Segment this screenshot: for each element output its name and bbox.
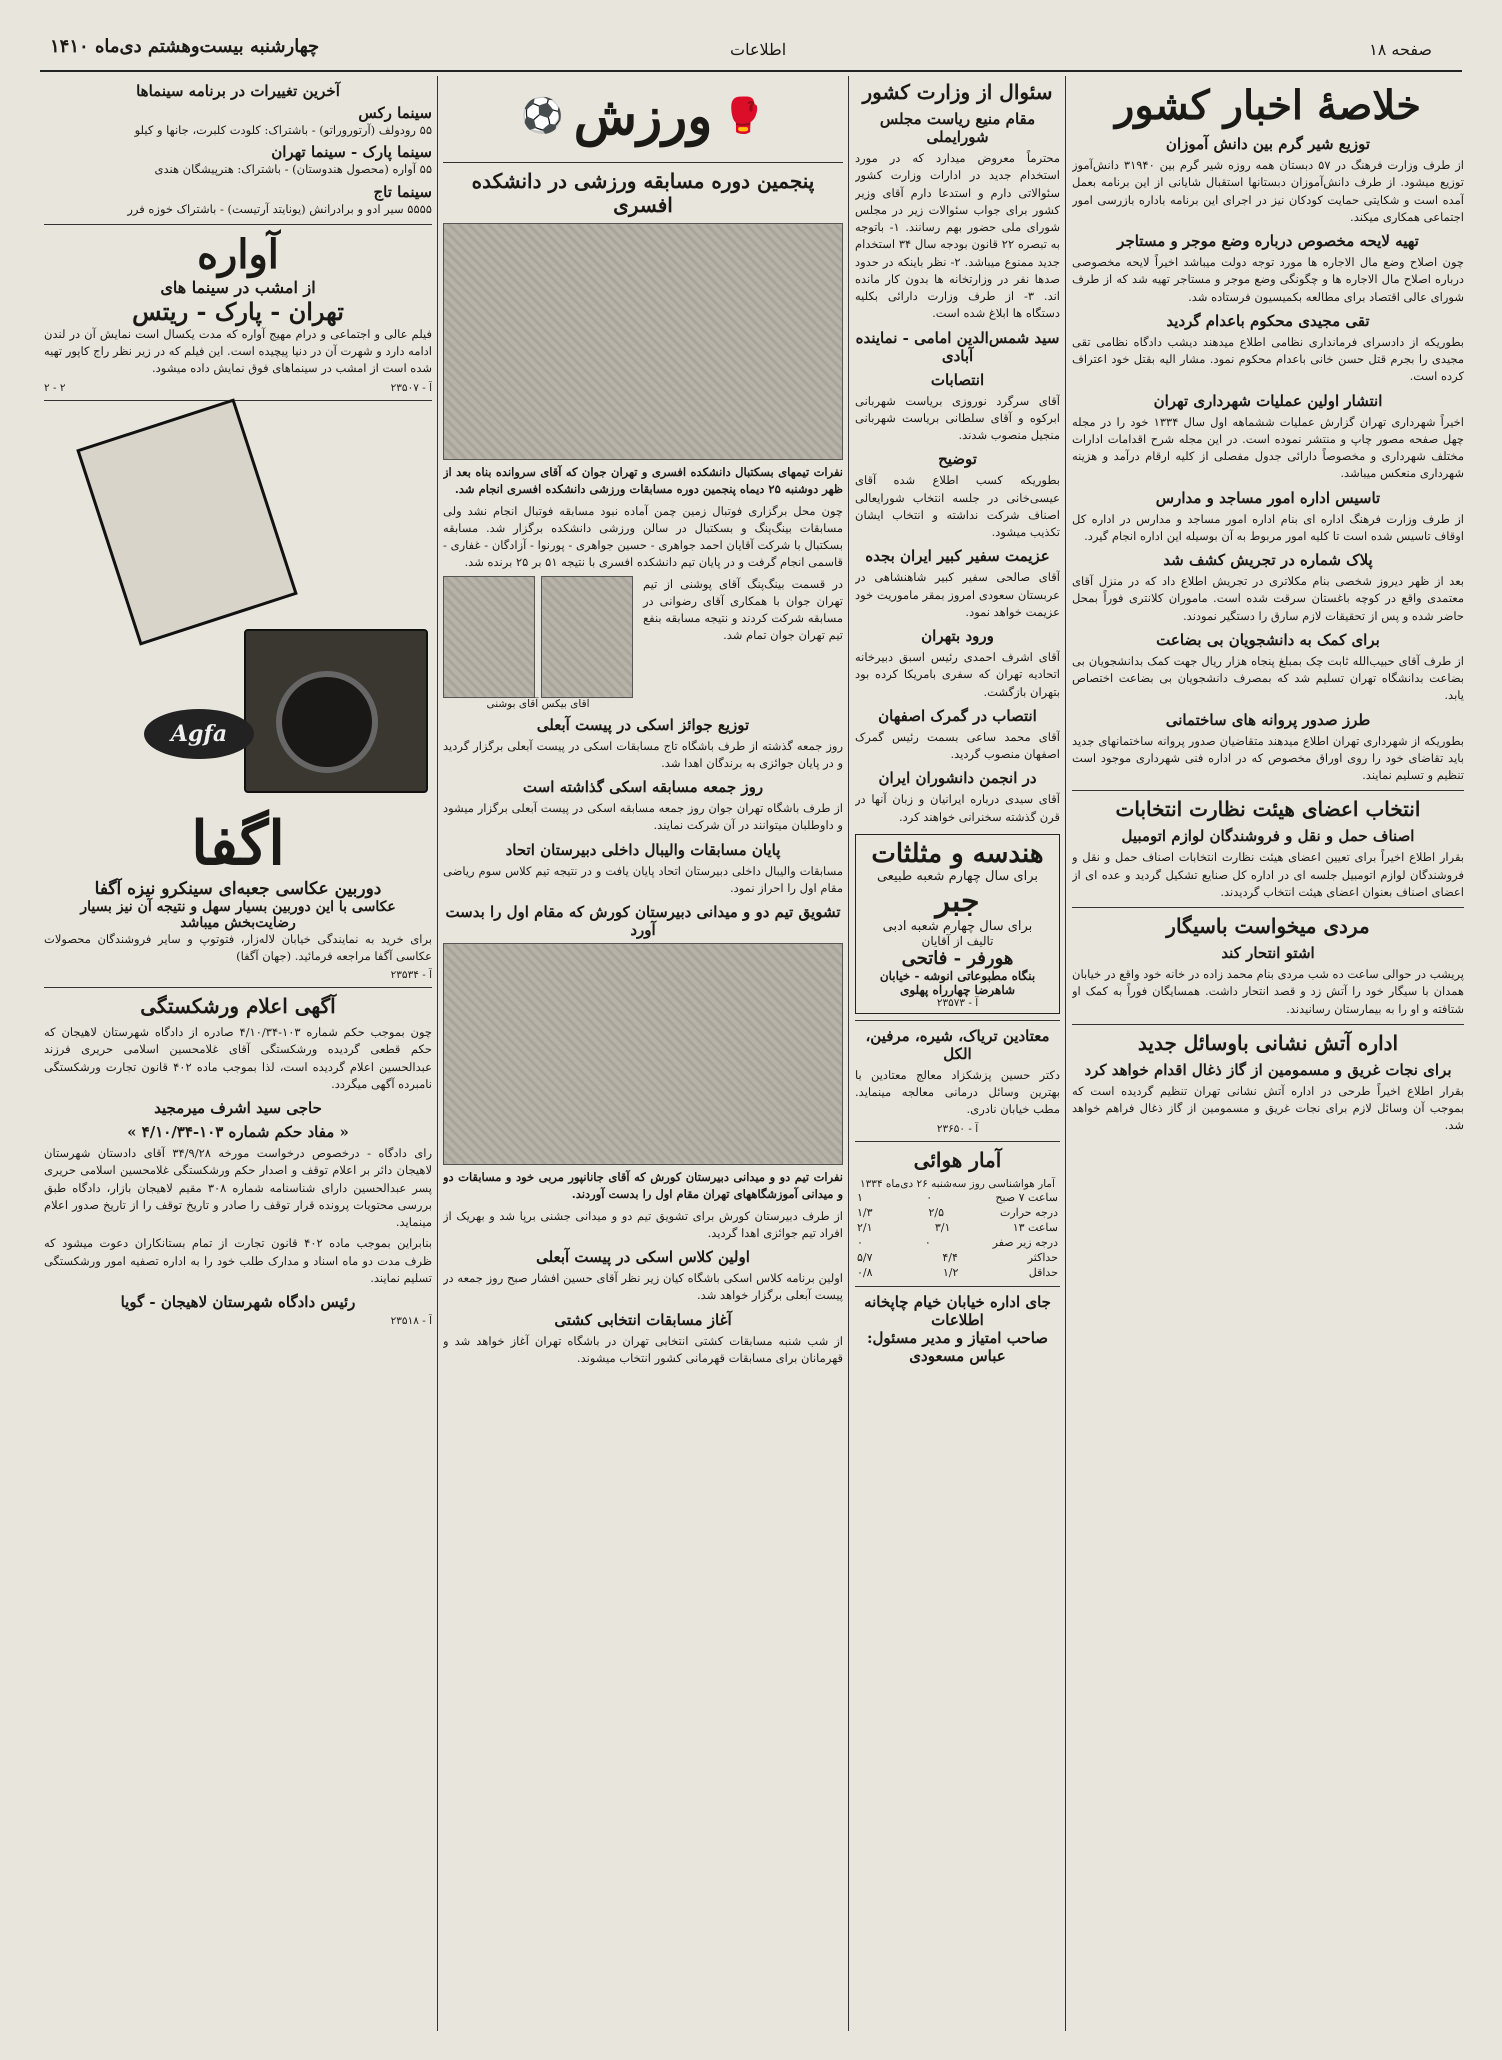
article-title: سئوال از وزارت کشور <box>862 80 1053 104</box>
article-subtitle: مقام منیع ریاست مجلس شورایملی <box>879 110 1036 146</box>
weather-cell: ۲/۱ <box>857 1220 873 1234</box>
article-body: از شب شنبه مسابقات کشتی انتخابی تهران در باشگاه تهران آغاز خواهد شد و قهرمانان برای مسابقات قهرمانی کشور انتخاب میشوند. <box>443 1333 843 1365</box>
article-body: از طرف آقای حبیب‌الله ثابت چک بمبلغ پنجاه هزار ریال جهت کمک بدانشجویان بی بضاعت بدانشگاه تهران تسلیم شد که بمصرف دانشجویان بی بضاعت اختصاص یابد. <box>1072 653 1464 703</box>
agfa-line: عکاسی با این دوربین بسیار سهل و نتیجه آن نیز بسیار رضایت‌بخش میباشد <box>80 898 396 931</box>
section-title: اداره آتش نشانی باوسائل جدید <box>1137 1030 1399 1055</box>
weather-cell: ۱ <box>857 1190 863 1204</box>
article-body: چون محل برگزاری فوتبال زمین چمن آماده نبود مسابقه فوتبال انجام نشد ولی مسابقات بینگ‌پنگ و بسکتبال در سالن ورزشی دانشکده برگزار شد. مسابقه بسکتبال با شرکت آقایان احمد جواهری - حسین جواهری - پورنوا - آزادگان - غفاری - قاسمی انجام گرفت و در پایان تیم دانشکده افسری با نتیجه ۵۱ بر ۲۵ برنده شد. <box>443 503 843 570</box>
article-heading: انتصاب در گمرک اصفهان <box>878 706 1037 725</box>
article-heading: عزیمت سفیر کبیر ایران بجده <box>865 547 1050 566</box>
article-heading: تشویق تیم دو و میدانی دبیرستان کورش که مقام اول را بدست آورد <box>445 903 841 939</box>
section-title: خلاصهٔ اخبار کشور <box>1115 82 1421 129</box>
article-title: پنجمین دوره مسابقه ورزشی در دانشکده افسری <box>471 169 815 217</box>
ad-title: هندسه و مثلثات <box>871 838 1044 869</box>
article-signature: سید شمس‌الدین امامی - نماینده آبادی <box>855 328 1060 365</box>
ad-cinemas: تهران - پارک - ریتس <box>132 296 344 326</box>
notice-body: چون بموجب حکم شماره ۱۰۳-۴/۱۰/۳۴ صادره از دادگاه شهرستان لاهیجان که حکم قطعی گردیده ورشکستگی آقای غلامحسین اسلامی حریری فرزند عبدالحسین اعلام گردیده است، لذا بموجب ماده ۴۰۲ قانون تجارت ورشکستگی نامبرده آگهی میگردد. <box>44 1025 432 1091</box>
ad-code: آ - ۲۳۵۱۸ <box>390 1315 432 1327</box>
cinema-program: ۵۵ رودولف (آرتوروراتو) - باشتراک: کلودت کلبرت، جانها و کیلو <box>134 123 432 137</box>
column-divider <box>437 76 438 2031</box>
box-camera-illustration <box>244 629 428 793</box>
article-body: روز جمعه گذشته از طرف باشگاه تاج مسابقات اسکی در پیست آبعلی برگزار گردید و در پایان جوائزی به برندگان اهدا شد. <box>443 738 843 770</box>
article-body: در قسمت بینگ‌پنگ آقای پوشنی از تیم تهران جوان با همکاری آقای رضوانی در مسابقه شرکت کردند و نتیجه مسابقه بنفع تیم تهران جوان تمام شد. <box>643 576 843 643</box>
ad-subtitle: از امشب در سینما های <box>160 277 316 297</box>
weather-row <box>855 1265 1060 1280</box>
header-page-number: صفحه ۱۸ <box>1369 40 1432 59</box>
cinema-title: آخرین تغییرات در برنامه سینماها <box>136 82 340 100</box>
article-body: بعد از ظهر دیروز شخصی بنام مکلاتری در تجریش اطلاع داد که در منزل آقای معتمدی واقع در کوچه باغستان سرقت شده است. ماموران کلانتری فوراً بمحل حاضر شده و پس از تحقیقات لازم سارق را دستگیر نمودند. <box>1072 574 1464 623</box>
article-body: مسابقات والیبال داخلی دبیرستان اتحاد پایان یافت و در نتیجه تیم کلاس سوم ریاضی مقام اول را احراز نمود. <box>443 863 843 895</box>
agfa-logo: Agfa <box>144 709 254 759</box>
ad-code: آ - ۲۳۵۰۷ <box>390 381 432 394</box>
section-title: انتخاب اعضای هیئت نظارت انتخابات <box>1115 797 1421 822</box>
article-heading: طرز صدور پروانه های ساختمانی <box>1165 710 1371 729</box>
article-body: آقای صالحی سفیر کبیر شاهنشاهی در عربستان سعودی امروز بمقر ماموریت خود عزیمت خواهد نمود. <box>855 570 1060 619</box>
weather-cell: درجه زیر صفر <box>992 1235 1058 1249</box>
article-body: بطوریکه کسب اطلاع شده آقای عیسی‌خانی در جلسه انتخاب شورایعالی اصناف شرکت نداشته و انتخاب ایشان تکذیب میشود. <box>855 473 1060 539</box>
article-heading: اولین کلاس اسکی در پیست آبعلی <box>536 1248 750 1266</box>
sports-column <box>443 76 843 2031</box>
agfa-name: اگفا <box>191 808 285 879</box>
footer-address: جای اداره خیابان خیام چاپخانه اطلاعات <box>864 1292 1051 1329</box>
ads-column <box>44 76 432 2031</box>
weather-row <box>855 1220 1060 1235</box>
article-heading: روز جمعه مسابقه اسکی گذاشته است <box>522 778 764 796</box>
column-divider <box>1065 76 1066 2031</box>
ad-line: برای سال چهارم شعبه ادبی <box>882 918 1033 934</box>
weather-table <box>855 1190 1060 1280</box>
weather-cell: ۳/۱ <box>934 1220 951 1234</box>
weather-row <box>855 1250 1060 1265</box>
track-team-photo <box>443 943 843 1165</box>
ad-title: جبر <box>935 883 980 919</box>
weather-cell: ۱/۳ <box>857 1205 873 1219</box>
section-title: مردی میخواست باسیگار <box>1166 914 1370 938</box>
cinema-program: ۵۵۵۵ سیر ادو و برادرانش (یونایتد آرتیست) - باشتراک خوزه فرر <box>127 201 432 216</box>
article-heading: توزیع جوائز اسکی در پیست آبعلی <box>536 715 750 734</box>
weather-cell: ۵/۷ <box>857 1250 873 1264</box>
weather-subtitle: آمار هواشناسی روز سه‌شنبه ۲۶ دی‌ماه ۱۳۳۴ <box>860 1177 1055 1190</box>
ad-body: دکتر حسین پزشکزاد معالج معتادین با بهترین وسائل درمانی معالجه مینماید. مطب خیابان نادری. <box>855 1067 1060 1117</box>
article-heading: آغاز مسابقات انتخابی کشتی <box>554 1310 732 1329</box>
article-heading: تاسیس اداره امور مساجد و مدارس <box>1155 488 1381 507</box>
article-body: چون اصلاح وضع مال الاجاره ها مورد توجه دولت میباشد اخیراً لایحه مخصوصی درباره اصلاح مال الاجاره ها و چگونگی وضع موجر و مستاجر تهیه شد که از طرف شورای عالی اقتصاد برای مطالعه بکمیسیون فرستاده شد. <box>1072 255 1464 304</box>
ad-title: آواره <box>197 230 279 278</box>
article-body: محترماً معروض میدارد که در مورد استخدام جدید در ادارات وزارت کشور سئوالاتی دارم و استدعا دارم آقای وزیر کشور برای جواب سئوالات زیر در مجلس شورای ملی حضور بهم رسانند. ۱- باتوجه به تبصره ۲۲ قانون بودجه سال ۳۴ استخدام جدید ممنوع میباشد. ۲- نظر باینکه در حدود صدها نفر در وزارتخانه ها بدون کار مانده اند. ۳- از طرف وزارت دارائی بکلیه دستگاه ها ابلاغ شده است. <box>855 151 1060 321</box>
header-date: چهارشنبه بیست‌و‌هشتم دی‌ماه ۱۴۱۰ <box>50 36 320 57</box>
sports-banner <box>443 76 843 156</box>
article-body: بطوریکه از شهرداری تهران اطلاع میدهند متقاضیان صدور پروانه ساختمانهای جدید باید تقاضای خود را روی اوراق مخصوص که در اداره فنی شهرداری موجود است تنظیم و تسلیم نمایند. <box>1072 733 1464 782</box>
article-heading: توضیح <box>938 450 977 469</box>
agfa-camera-ad <box>44 409 432 809</box>
notice-footer: رئیس دادگاه شهرستان لاهیجان - گویا <box>120 1293 356 1311</box>
sports-title: ورزش <box>573 85 713 147</box>
photo-caption: آقای بیکس آقای بوشنی <box>486 697 590 710</box>
weather-row <box>855 1205 1060 1220</box>
ad-title: معتادین تریاک، شیره، مرفین، الکل <box>865 1026 1050 1063</box>
article-heading: برای کمک به دانشجویان بی بضاعت <box>1156 630 1380 649</box>
article-body: از طرف وزارت فرهنگ در ۵۷ دبستان همه روزه شیر گرم بین ۳۱۹۴۰ دانش‌آموز توزیع میشود. از طرف دانش‌آموزان دبستانها استقبال شایانی از این برنامه بعمل آمده است و شکایتی حمایت کودکان نیز در اجرای این برنامه باداره بازرسی امور اجتماعی همکاری میکند. <box>1072 158 1464 224</box>
weather-cell: ۰ <box>924 1235 931 1249</box>
photo-caption: نفرات تیمهای بسکتبال دانشکده افسری و تهران جوان که آقای سروانده بناه بعد از ظهر دوشنبه ۲۵ دیماه پنجمین دوره مسابقات ورزشی دانشکده افسری انجام شد. <box>443 465 843 497</box>
article-body: اخیراً شهرداری تهران گزارش عملیات ششماهه اول سال ۱۳۳۴ خود را در مجله چهل صفحه مصور چاپ و منتشر نموده است. در این مجله شرح اقدامات ادارات مختلف شهرداری و مخصوصاً دارائی جدول مفصلی از کلیه ارقام درآمد و هزینه شهرداری منعکس میباشد. <box>1072 414 1464 481</box>
footer-publisher: صاحب امتیاز و مدیر مسئول: عباس مسعودی <box>867 1328 1048 1365</box>
article-body: بقرار اطلاع اخیراً برای تعیین اعضای هیئت نظارت انتخابات اصناف حمل و نقل و فروشندگان لوازم اتومبیل جلسه ای در اداره کل صنایع تشکیل گردید و عده ای از اعضای اصناف بعنوان اعضای هیئت انتخاب گردیدند. <box>1072 850 1464 899</box>
weather-cell: ۰ <box>857 1235 863 1249</box>
header-paper-name: اطلاعات <box>730 40 787 59</box>
cinema-name: سینما پارک - سینما تهران <box>271 143 432 162</box>
section-subtitle: اصناف حمل و نقل و فروشندگان لوازم اتومبیل <box>1121 827 1415 846</box>
weather-cell: ۰/۸ <box>857 1265 873 1279</box>
agfa-body: برای خرید به نمایندگی خیابان لاله‌زار، فتوتوپ و سایر فروشندگان محصولات عکاسی آگفا مراجعه فرمائید. (جهان آگفا) <box>44 931 432 963</box>
weather-cell: ۴/۴ <box>942 1250 958 1264</box>
cinema-name: سینما تاج <box>373 182 432 201</box>
column-divider <box>848 76 849 2031</box>
weather-cell: ساعت ۷ صبح <box>995 1190 1058 1204</box>
ad-authors: هورفر - فاتحی <box>901 947 1014 969</box>
ad-publisher: بنگاه مطبوعاتی انوشه - خیابان شاهرضا چهارراه پهلوی <box>879 968 1036 997</box>
ad-body: فیلم عالی و اجتماعی و درام مهیج آواره که مدت یکسال است نمایش آن در لندن ادامه دارد و شهرت آن در دنیا پیچیده است. این فیلم که در زیر نظر راج کاپور تهیه شده است از امشب در سینماهای فوق نمایش داده میشود. <box>44 326 432 376</box>
article-body: بقرار اطلاع اخیراً طرحی در اداره آتش نشانی تهران تنظیم گردیده است که بموجب آن وسائل لازم برای نجات غریق و مسمومین از گاز ذغال فراهم خواهد شد. <box>1072 1083 1464 1133</box>
weather-cell: ۲/۵ <box>928 1205 945 1219</box>
article-heading: ورود بتهران <box>921 627 994 645</box>
article-heading: در انجمن دانشوران ایران <box>878 769 1037 788</box>
ad-author-label: تالیف از آقایان <box>921 933 994 948</box>
article-heading: توزیع شیر گرم بین دانش آموزان <box>1165 135 1371 153</box>
interior-ministry-column <box>855 76 1060 2031</box>
weather-row <box>855 1235 1060 1250</box>
cinema-name: سینما رکس <box>358 104 432 122</box>
notice-body: رای دادگاه - درخصوص درخواست مورخه ۳۴/۹/۲۸ آقای دادستان شهرستان لاهیجان دائر بر اعلام توقف و اصدار حکم ورشکستگی غلامحسین اسلامی حریری پسر عبدالحسین دارای شناسنامه شماره ۳۰۸ مقیم لاهیجان بازار، دادگاه طبق بررسی محتویات پرونده قرار توقف را صادر و تاریخ توقف را از تاریخ صدور اعلام مینماید. <box>44 1146 432 1229</box>
ad-line: برای سال چهارم شعبه طبیعی <box>876 868 1039 884</box>
player-portrait-photo <box>541 576 633 698</box>
awareh-ad <box>44 231 432 394</box>
news-summary-column <box>1072 76 1464 2031</box>
basketball-team-photo <box>443 223 843 460</box>
weather-cell: حداکثر <box>1027 1250 1058 1264</box>
cinema-program: ۵۵ آواره (محصول هندوستان) - باشتراک: هنرپیشگان هندی <box>154 162 432 177</box>
notice-signature: حاجی سید اشرف میرمجید <box>154 1099 322 1117</box>
article-heading: انتشار اولین عملیات شهرداری تهران <box>1153 391 1383 410</box>
notice-body: بنابراین بموجب ماده ۴۰۲ قانون تجارت از تمام بستانکاران دعوت میشود که ظرف مدت دو ماه اسناد و مدارک طلب خود را به اداره تصفیه امور ورشکستگی تسلیم نمایند. <box>44 1236 432 1285</box>
ad-number: ۲ - ۲ <box>44 381 66 394</box>
article-heading: انتصابات <box>930 370 985 389</box>
weather-cell: حداقل <box>1028 1265 1058 1279</box>
ad-code: آ - ۲۳۵۳۴ <box>390 969 432 981</box>
footballers-icon: ⚽ <box>521 96 564 136</box>
article-body: آقای اشرف احمدی رئیس اسبق دبیرخانه اتحادیه تهران که سفری بامریکا کرده بود بتهران بازگشت. <box>855 650 1060 699</box>
article-heading: تقی مجیدی محکوم باعدام گردید <box>1166 311 1370 330</box>
player-portrait-photo <box>443 576 535 698</box>
section-subtitle: اشتو انتحار کند <box>1221 944 1315 962</box>
article-body: آقای سیدی درباره ایرانیان و زبان آنها در قرن گذشته سخنرانی خواهند کرد. <box>855 792 1060 824</box>
article-body: از طرف وزارت فرهنگ اداره ای بنام اداره امور مساجد و مدارس در اداره کل اوقاف تاسیس شده است تا کلیه امور مربوط به آن بوسیله این اداره انجام گیرد. <box>1072 511 1464 543</box>
article-body: از طرف باشگاه تهران جوان روز جمعه مسابقه اسکی در پیست آبعلی برگزار میشود و داوطلبان میتوانند در آن شرکت نمایند. <box>443 801 843 833</box>
article-body: از طرف دبیرستان کورش برای تشویق تیم دو و میدانی جشنی برپا شد و بهریک از افراد تیم جوائزی اهدا گردید. <box>443 1208 843 1240</box>
article-heading: تهیه لایحه مخصوص درباره وضع موجر و مستاجر <box>1117 232 1419 250</box>
article-heading: پلاک شماره در تجریش کشف شد <box>1163 551 1373 569</box>
article-body: آقای سرگرد نوروزی بریاست شهربانی ابرکوه و آقای سلطانی بریاست شهربانی منجیل منصوب شدند. <box>855 393 1060 442</box>
notice-title: آگهی اعلام ورشکستگی <box>140 994 336 1018</box>
article-body: آقای محمد ساعی بسمت رئیس گمرک اصفهان منصوب گردید. <box>855 729 1060 761</box>
book-ad <box>855 834 1060 1014</box>
ad-code: آ - ۲۳۶۵۰ <box>936 1122 979 1135</box>
cat-photo-illustration <box>76 398 298 645</box>
agfa-line: دوربین عکاسی جعبه‌ای سینکرو نیزه آگفا <box>94 878 382 899</box>
article-body: بطوریکه از دادسرای فرمانداری نظامی اطلاع میدهند دیشب دادگاه نظامی تقی مجیدی را بجرم قتل حسن خانی باعدام محکوم نمود. مشار الیه بقتل خود اعتراف کرده است. <box>1072 334 1464 384</box>
photo-caption: نفرات تیم دو و میدانی دبیرستان کورش که آقای جانانپور مربی خود و مسابقات دو و میدانی آموزشگاههای تهران مقام اول را بدست آوردند. <box>443 1170 843 1202</box>
weather-title: آمار هوائی <box>913 1147 1002 1172</box>
weather-cell: ۰ <box>926 1190 933 1204</box>
weather-cell: درجه حرارت <box>1000 1205 1058 1219</box>
page-header <box>40 30 1462 72</box>
boxers-icon: 🥊 <box>722 96 765 136</box>
ad-code: آ - ۲۳۵۷۳ <box>936 996 979 1009</box>
weather-row <box>855 1190 1060 1205</box>
section-subtitle: برای نجات غریق و مسمومین از گاز ذغال اقدام خواهد کرد <box>1084 1060 1452 1079</box>
article-body: پریشب در حوالی ساعت ده شب مردی بنام محمد زاده در خانه خود واقع در خیابان همدان با سیگار خود را آتش زد و قصد انتحار داشت. همسایگان فوراً به کمک او شتافته و او را به بیمارستان رسانیدند. <box>1072 967 1464 1016</box>
article-heading: پایان مسابقات والیبال داخلی دبیرستان اتحاد <box>505 840 781 859</box>
article-body: اولین برنامه کلاس اسکی باشگاه کیان زیر نظر آقای حسین افشار صبح روز جمعه در پیست آبعلی برگزار خواهد شد. <box>443 1271 843 1303</box>
notice-heading: « مفاد حکم شماره ۱۰۳-۴/۱۰/۳۴ » <box>127 1123 349 1141</box>
weather-cell: ۱/۲ <box>942 1265 959 1279</box>
weather-cell: ساعت ۱۳ <box>1012 1220 1058 1234</box>
cinema-list <box>44 104 432 218</box>
